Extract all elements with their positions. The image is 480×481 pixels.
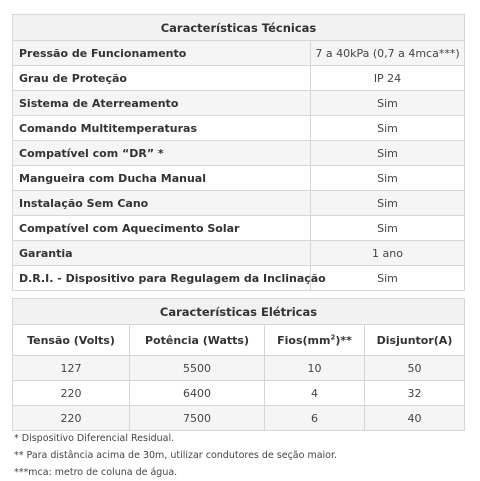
spec-label: Grau de Proteção (13, 66, 311, 91)
spec-label: Garantia (13, 241, 311, 266)
table-row (13, 141, 465, 166)
spec-value: Sim (311, 91, 465, 116)
spec-label: Pressão de Funcionamento (13, 41, 311, 66)
table-row (13, 241, 465, 266)
spec-label: Compatível com “DR” * (13, 141, 311, 166)
spec-value: 7 a 40kPa (0,7 a 4mca***) (311, 41, 465, 66)
column-header-tensao: Tensão (Volts) (13, 325, 130, 356)
tensao-cell: 220 (13, 406, 130, 431)
fios-cell: 10 (265, 356, 365, 381)
spec-label: Compatível com Aquecimento Solar (13, 216, 311, 241)
table-row (13, 166, 465, 191)
column-header-fios (265, 325, 365, 356)
potencia-cell: 6400 (130, 381, 265, 406)
technical-specs-table (12, 14, 465, 291)
spec-value: Sim (311, 191, 465, 216)
spec-value: IP 24 (311, 66, 465, 91)
potencia-cell: 5500 (130, 356, 265, 381)
technical-specs-title: Características Técnicas (13, 15, 465, 41)
table-row (13, 266, 465, 291)
spec-label: Sistema de Aterreamento (13, 91, 311, 116)
spec-label: Mangueira com Ducha Manual (13, 166, 311, 191)
spec-label: Comando Multitemperaturas (13, 116, 311, 141)
spec-label: D.R.I. - Dispositivo para Regulagem da Inclinação (13, 266, 311, 291)
table-row (13, 41, 465, 66)
fios-cell: 6 (265, 406, 365, 431)
fios-exponent: 2 (330, 332, 336, 341)
spec-value: Sim (311, 141, 465, 166)
footnote: * Dispositivo Diferencial Residual. (14, 433, 175, 444)
disjuntor-cell: 40 (365, 406, 465, 431)
spec-label: Instalação Sem Cano (13, 191, 311, 216)
fios-label: Fios(mm (277, 333, 331, 347)
column-header-potencia: Potência (Watts) (130, 325, 265, 356)
spec-value: Sim (311, 216, 465, 241)
fios-suffix: )** (335, 333, 352, 347)
technical-specs-header-row (13, 15, 465, 41)
footnote: ***mca: metro de coluna de água. (14, 467, 178, 478)
table-row (13, 116, 465, 141)
disjuntor-cell: 50 (365, 356, 465, 381)
spec-value: Sim (311, 116, 465, 141)
table-row (13, 91, 465, 116)
table-row (13, 216, 465, 241)
electrical-specs-table (12, 298, 465, 431)
tensao-cell: 127 (13, 356, 130, 381)
column-headers (13, 325, 465, 356)
fios-cell: 4 (265, 381, 365, 406)
spec-value: 1 ano (311, 241, 465, 266)
table-row (13, 406, 465, 431)
tensao-cell: 220 (13, 381, 130, 406)
footnotes (14, 430, 337, 481)
electrical-specs-header-row (13, 299, 465, 325)
potencia-cell: 7500 (130, 406, 265, 431)
electrical-specs-title: Características Elétricas (13, 299, 465, 325)
disjuntor-cell: 32 (365, 381, 465, 406)
footnote: ** Para distância acima de 30m, utilizar condutores de seção maior. (14, 450, 338, 461)
table-row (13, 381, 465, 406)
table-row (13, 191, 465, 216)
table-row (13, 356, 465, 381)
column-header-disjuntor: Disjuntor(A) (365, 325, 465, 356)
table-row (13, 66, 465, 91)
spec-value: Sim (311, 266, 465, 291)
spec-value: Sim (311, 166, 465, 191)
